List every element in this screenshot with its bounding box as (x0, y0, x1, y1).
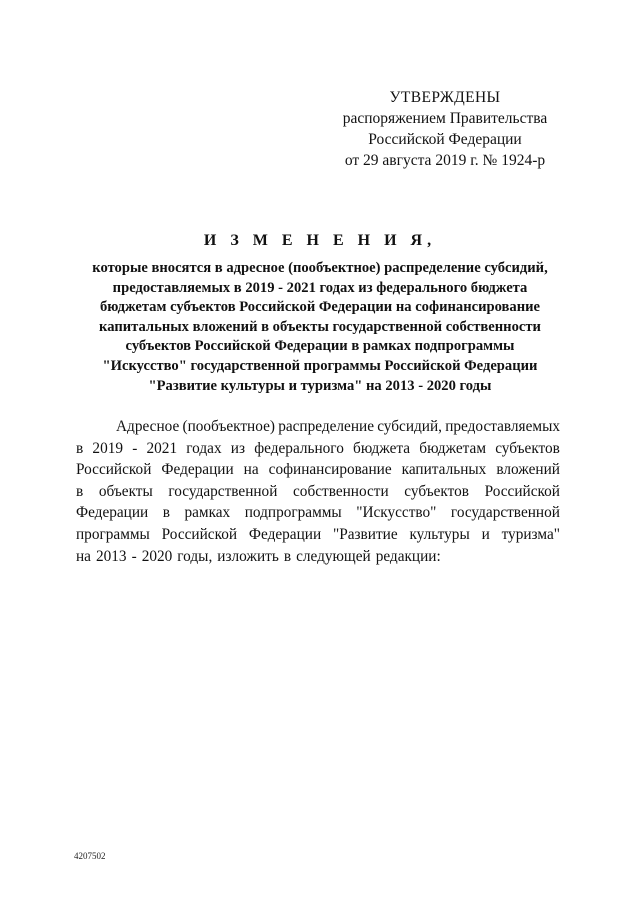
paragraph-word: государственной (168, 482, 278, 500)
paragraph-word: бюджета (353, 439, 411, 457)
paragraph-word: культуры (409, 525, 470, 543)
document-title: И З М Е Н Е Н И Я, (203, 232, 437, 249)
paragraph-word: субсидий, (377, 418, 442, 435)
paragraph-word: в (283, 547, 292, 565)
paragraph-line (76, 459, 560, 481)
paragraph-word: Федерации (161, 461, 234, 479)
paragraph-word: "Развитие (332, 525, 398, 543)
paragraph-word: на (243, 461, 259, 479)
paragraph-word: субъектов (404, 482, 470, 500)
paragraph-line (76, 438, 560, 460)
approval-line-2: Российской Федерации (368, 131, 522, 148)
paragraph-word: 2021 (146, 439, 178, 457)
paragraph-word: на (76, 547, 91, 565)
paragraph-word: 2013 (95, 547, 127, 565)
paragraph-word: программы (76, 525, 150, 543)
paragraph-word: годах (186, 439, 222, 457)
paragraph-word: вложений (496, 461, 560, 479)
paragraph-word: распределение (278, 418, 374, 435)
paragraph-line (76, 416, 560, 438)
subtitle-line: бюджетам субъектов Российской Федерации на софинансирование (99, 299, 541, 316)
paragraph-word: Адресное (116, 418, 180, 435)
paragraph-word: собственности (293, 482, 389, 500)
subtitle-line: предоставляемых в 2019 - 2021 годах из федерального бюджета (112, 279, 528, 296)
body-paragraph (76, 416, 560, 567)
paragraph-word: Федерации (248, 525, 322, 543)
subtitle-line: "Развитие культуры и туризма" на 2013 - 2020 годы (148, 377, 492, 394)
approval-heading: УТВЕРЖДЕНЫ (389, 89, 501, 106)
paragraph-word: Российской (484, 482, 560, 500)
paragraph-word: 2020 (141, 547, 173, 565)
paragraph-word: объекты (98, 482, 153, 500)
paragraph-word: в (76, 482, 84, 500)
paragraph-word: в (162, 504, 170, 522)
subtitle-line: субъектов Российской Федерации в рамках подпрограммы (125, 338, 515, 355)
paragraph-word: субъектов (495, 439, 560, 457)
paragraph-line (76, 546, 560, 568)
paragraph-word: предоставляемых (445, 418, 560, 435)
paragraph-line (76, 524, 560, 546)
paragraph-word: Федерации (76, 504, 149, 522)
paragraph-word: годы, (177, 547, 213, 565)
paragraph-word: следующей (296, 547, 371, 565)
paragraph-word: (пообъектное) (182, 418, 275, 435)
paragraph-word: софинансирование (268, 461, 392, 479)
paragraph-word: Российской (161, 525, 238, 543)
paragraph-word: капитальных (401, 461, 487, 479)
paragraph-line (76, 481, 560, 503)
paragraph-word: "Искусство" (356, 504, 437, 522)
paragraph-word: - (132, 439, 138, 457)
paragraph-line (76, 502, 560, 524)
paragraph-word: и (481, 525, 490, 543)
paragraph-word: изложить (217, 547, 279, 565)
paragraph-word: государственной (450, 504, 560, 522)
approval-line-3: от 29 августа 2019 г. № 1924-р (344, 152, 546, 169)
paragraph-word: в (76, 439, 84, 457)
paragraph-word: Российской (76, 461, 152, 479)
paragraph-word: - (131, 547, 137, 565)
approval-stamp (330, 87, 560, 171)
paragraph-word: туризма" (501, 525, 560, 543)
document-code: 4207502 (74, 851, 106, 861)
paragraph-word: из (230, 439, 246, 457)
subtitle-line: капитальных вложений в объекты государственной собственности (99, 318, 541, 335)
paragraph-word: 2019 (92, 439, 124, 457)
subtitle-line: "Искусство" государственной программы Российской Федерации (102, 357, 538, 374)
subtitle-line: которые вносятся в адресное (пообъектное) распределение субсидий, (92, 260, 548, 276)
paragraph-word: бюджетам (419, 439, 486, 457)
paragraph-word: редакции: (375, 547, 441, 565)
paragraph-word: федерального (254, 439, 344, 457)
document-subtitle (60, 259, 580, 396)
paragraph-word: рамках (184, 504, 231, 522)
approval-line-1: распоряжением Правительства (342, 110, 548, 127)
paragraph-word: подпрограммы (244, 504, 342, 522)
